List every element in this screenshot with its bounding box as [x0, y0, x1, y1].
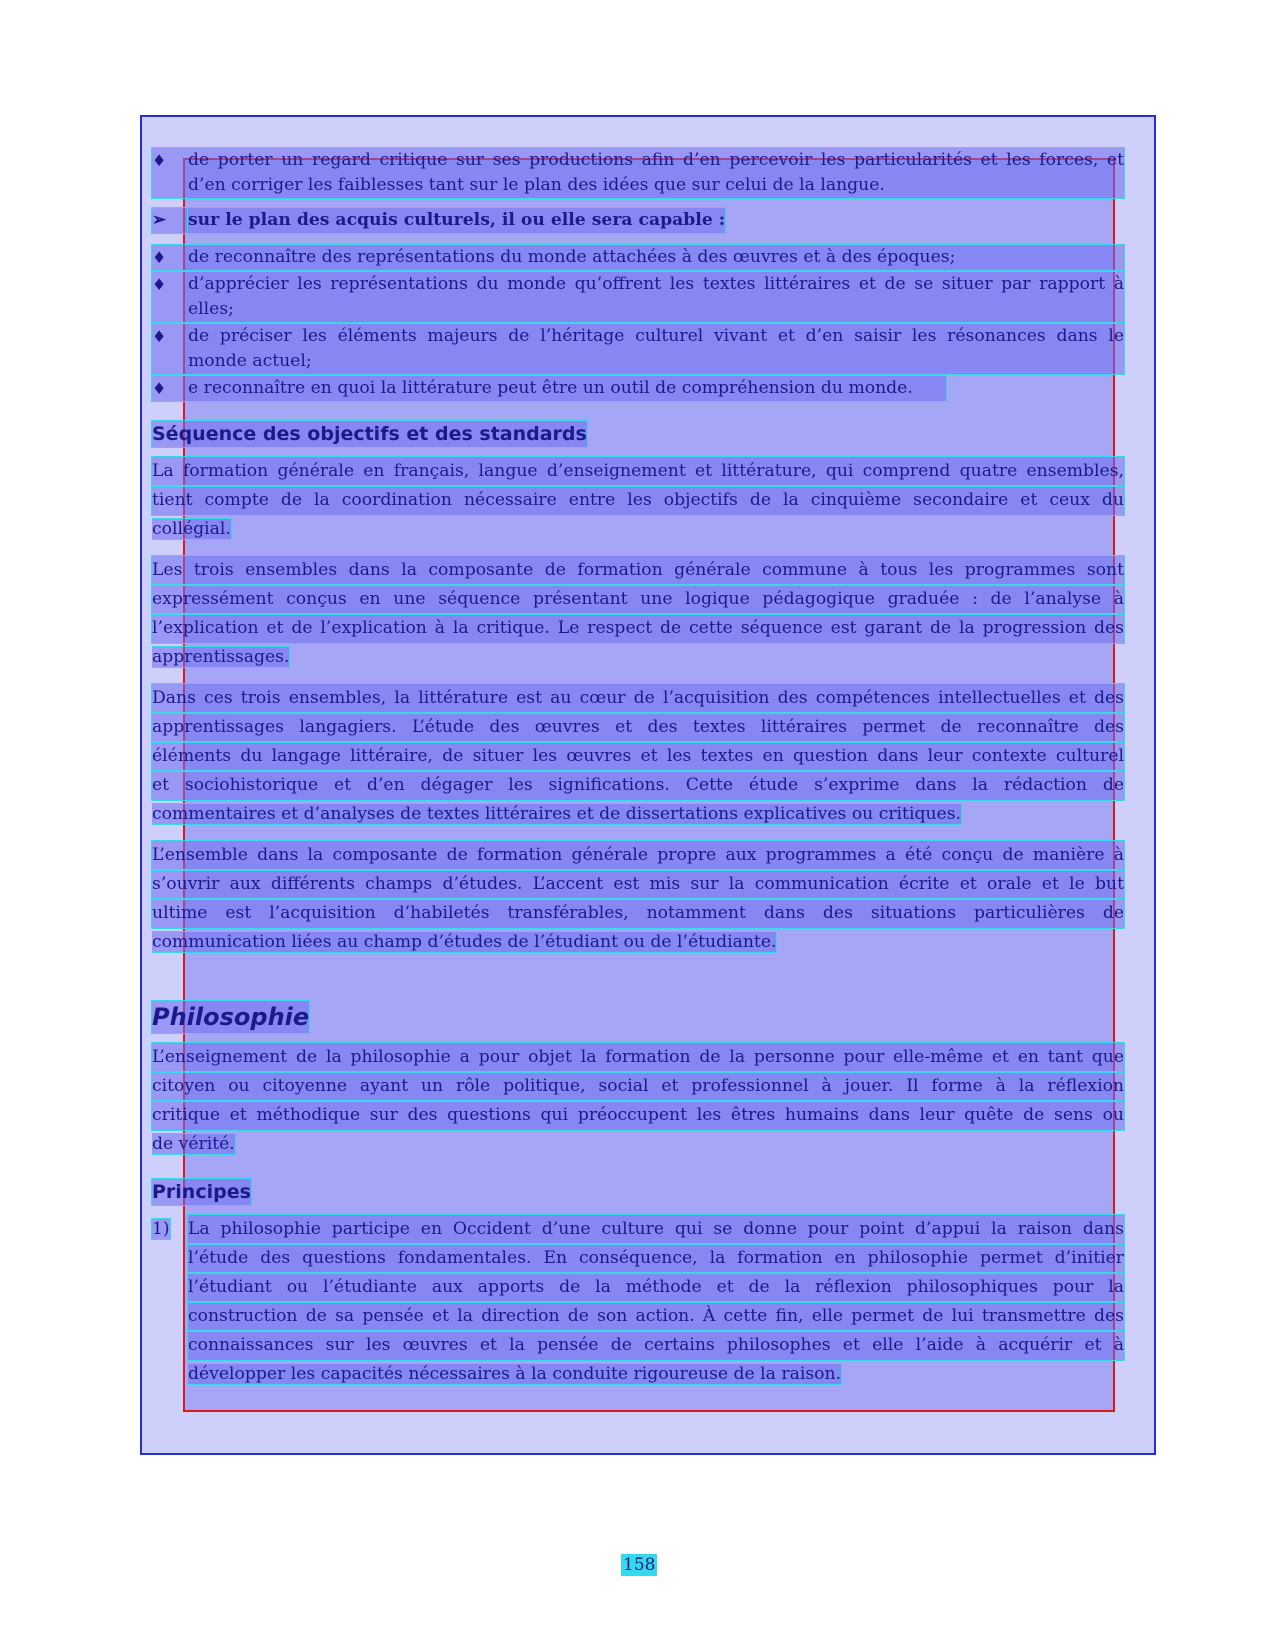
paragraph [152, 684, 1124, 829]
list-item-line: monde actuel; [188, 351, 312, 371]
paragraph-line: ultime est l’acquisition d’habiletés transférables, notamment dans des situations particulières de [152, 899, 1124, 928]
paragraph-line: expressément conçus en une séquence présentant une logique pédagogique graduée : de l’analyse à [152, 585, 1124, 614]
paragraph-line: communication liées au champ d’études de l’étudiant ou de l’étudiante. [152, 932, 777, 952]
paragraph-line: s’ouvrir aux différents champs d’études. L’accent est mis sur la communication écrite et orale et le but [152, 870, 1124, 899]
paragraph-line: de vérité. [152, 1134, 235, 1154]
numbered-item-line: construction de sa pensée et la direction de son action. À cette fin, elle permet de lui transmettre des [188, 1302, 1124, 1331]
chapter-heading: Philosophie [152, 1003, 310, 1031]
paragraph-line: éléments du langage littéraire, de situer les œuvres et les textes en question dans leur contexte culturel [152, 742, 1124, 771]
numbered-item-line: l’étude des questions fondamentales. En conséquence, la formation en philosophie permet d’initier [188, 1244, 1124, 1273]
numbered-item-line: développer les capacités nécessaires à la conduite rigoureuse de la raison. [188, 1364, 842, 1384]
diamond-bullet-icon: ♦ [152, 248, 167, 267]
paragraph-line: La formation générale en français, langue d’enseignement et littérature, qui comprend quatre ensembles, [152, 457, 1124, 486]
arrow-bullet-icon: ➢ [152, 208, 188, 233]
numbered-item-line: La philosophie participe en Occident d’une culture qui se donne pour point d’appui la raison dans [188, 1215, 1124, 1244]
list-item-line: d’en corriger les faiblesses tant sur le plan des idées que sur celui de la langue. [188, 175, 885, 195]
paragraph [152, 1043, 1124, 1159]
diamond-bullet-icon: ♦ [152, 151, 167, 170]
subheading-text: sur le plan des acquis culturels, il ou elle sera capable : [188, 208, 725, 233]
list-item [152, 324, 1124, 374]
list-item-line: d’apprécier les représentations du monde qu’offrent les textes littéraires et de se situer par rapport à [188, 274, 1124, 294]
paragraph-line: L’enseignement de la philosophie a pour objet la formation de la personne pour elle-même et en tant que [152, 1043, 1124, 1072]
page-content [152, 148, 1124, 1389]
numbered-item-line: l’étudiant ou l’étudiante aux apports de la méthode et de la réflexion philosophiques pour la [188, 1273, 1124, 1302]
paragraph-line: tient compte de la coordination nécessaire entre les objectifs de la cinquième secondaire et ceux du [152, 486, 1124, 515]
paragraph-line: commentaires et d’analyses de textes littéraires et de dissertations explicatives ou critiques. [152, 804, 961, 824]
list-item [152, 148, 1124, 198]
paragraph [152, 457, 1124, 544]
diamond-bullet-icon: ♦ [152, 379, 167, 398]
paragraph-line: Les trois ensembles dans la composante de formation générale commune à tous les programmes sont [152, 556, 1124, 585]
numbered-item [152, 1215, 1124, 1389]
list-item-line: de reconnaître des représentations du monde attachées à des œuvres et à des époques; [188, 247, 956, 267]
list-item-line: de porter un regard critique sur ses productions afin d’en percevoir les particularités et les forces, et [188, 150, 1124, 170]
paragraph-line: apprentissages. [152, 647, 290, 667]
page-number: 158 [623, 1555, 656, 1575]
paragraph-line: collégial. [152, 519, 231, 539]
item-number: 1) [152, 1219, 170, 1239]
subheading-acquis-culturels [152, 208, 1124, 233]
diamond-bullet-icon: ♦ [152, 327, 167, 346]
list-item [152, 376, 946, 401]
paragraph-line: citoyen ou citoyenne ayant un rôle politique, social et professionnel à jouer. Il forme à la réflexion [152, 1072, 1124, 1101]
numbered-item-line: connaissances sur les œuvres et la pensée de certains philosophes et elle l’aide à acquérir et à [188, 1331, 1124, 1360]
list-item-line: elles; [188, 299, 234, 319]
section-heading: Séquence des objectifs et des standards [152, 423, 587, 445]
paragraph [152, 556, 1124, 672]
list-item [152, 272, 1124, 322]
paragraph-line: l’explication et de l’explication à la critique. Le respect de cette séquence est garant de la progression des [152, 614, 1124, 643]
paragraph-line: critique et méthodique sur des questions qui préoccupent les êtres humains dans leur quête de sens ou [152, 1101, 1124, 1130]
list-item-line: e reconnaître en quoi la littérature peut être un outil de compréhension du monde. [188, 378, 913, 398]
diamond-bullet-icon: ♦ [152, 275, 167, 294]
paragraph-line: et sociohistorique et d’en dégager les significations. Cette étude s’exprime dans la rédaction de [152, 771, 1124, 800]
section-heading: Principes [152, 1181, 251, 1203]
paragraph-line: Dans ces trois ensembles, la littérature est au cœur de l’acquisition des compétences intellectuelles et des [152, 684, 1124, 713]
list-item [152, 245, 1124, 270]
paragraph [152, 841, 1124, 957]
paragraph-line: apprentissages langagiers. L’étude des œuvres et des textes littéraires permet de reconnaître des [152, 713, 1124, 742]
paragraph-line: L’ensemble dans la composante de formation générale propre aux programmes a été conçu de manière à [152, 841, 1124, 870]
list-item-line: de préciser les éléments majeurs de l’héritage culturel vivant et d’en saisir les résonances dans le [188, 326, 1124, 346]
